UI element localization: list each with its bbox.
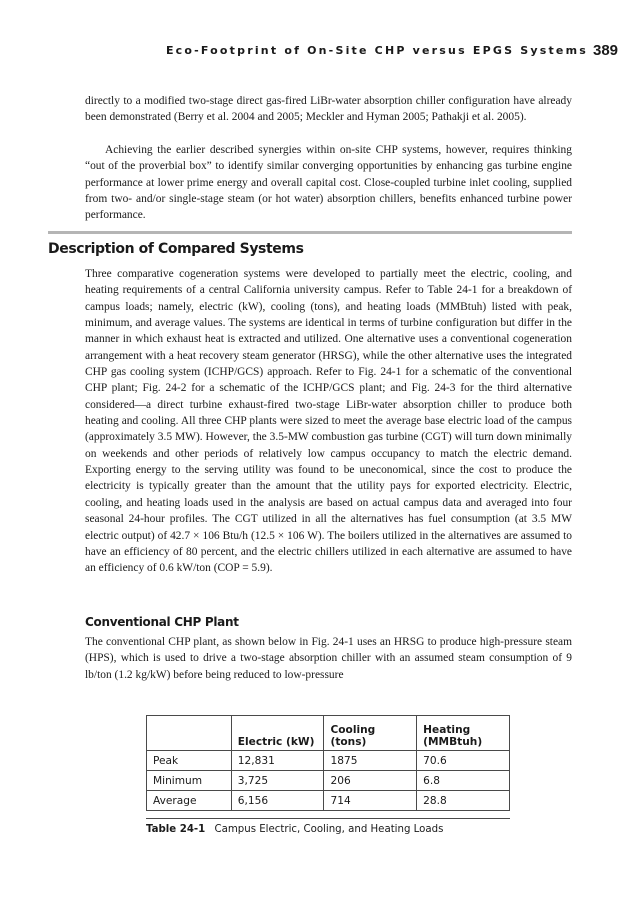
table-caption-label: Table 24-1 (146, 824, 206, 835)
running-head: Eco-Footprint of On-Site CHP versus EPGS Systems (165, 44, 588, 57)
page-number: 389 (593, 42, 619, 59)
table-cell: 3,725 (231, 771, 324, 791)
table-caption-text: Campus Electric, Cooling, and Heating Loads (214, 824, 444, 835)
paragraph-description: Three comparative cogeneration systems were developed to partially meet the electric, cooling, and heating requirements of a central California university campus. Refer to Table 24-1 for a breakdown of campus loads; namely, electric (kW), cooling (tons), and heating loads (MMBtuh) listed with peak, minimum, and average values. The systems are identical in terms of turbine configuration but differ in the manner in which exhaust heat is extracted and utilized. One alternative uses a conventional cogeneration arrangement with a heat recovery steam generator (HRSG), while the other alternative uses the integrated CHP gas cooling system (ICHP/GCS) approach. Refer to Fig. 24-1 for a schematic of the conventional CHP plant; Fig. 24-2 for a schematic of the ICHP/GCS plant; and Fig. 24-3 for the third alternative considered—a direct turbine exhaust-fired two-stage LiBr-water absorption chiller to produce both heating and cooling. All three CHP plants were sized to meet the average base electric load of the campus (approximately 3.5 MW). However, the 3.5-MW combustion gas turbine (CGT) will turn down minimally on weekends and other periods of relatively low campus occupancy to match the electric demand. Exporting energy to the serving utility was found to be uneconomical, since the cost to produce the electricity is typically greater than the amount that the utility pays for exported electricity. Electric, cooling, and heating loads used in the analysis are based on actual campus data and averaged into four seasonal 24-hour profiles. The CGT utilized in all the alternatives has fuel consumption (at 3.5 MW electric output) of 42.7 × 106 Btu/h (12.5 × 106 W). The boilers utilized in the alternatives are assumed to have an efficiency of 80 percent, and the electric chillers utilized in each alternative are assumed to have an efficiency of 0.6 kW/ton (COP = 5.9). (85, 268, 572, 575)
paragraph-synergies: Achieving the earlier described synergies within on-site CHP systems, however, requires thinking “out of the proverbial box” to identify similar converging opportunities by enhancing gas turbine engine performance at lower prime energy and overall capital cost. Close-coupled turbine inlet cooling, supplied from two- and/or single-stage steam (or hot water) absorption chillers, benefits enhanced turbine power performance. (85, 144, 572, 222)
table-cell: 12,831 (231, 751, 324, 771)
table-row (147, 791, 510, 811)
paragraph-continued: directly to a modified two-stage direct gas-fired LiBr-water absorption chiller configuration have already been demonstrated (Berry et al. 2004 and 2005; Meckler and Hyman 2005; Pathakji et al. 2005). (85, 95, 572, 124)
table-row (147, 771, 510, 791)
table-cell: 1875 (324, 751, 417, 771)
table-row (147, 751, 510, 771)
table-header-row (147, 716, 510, 751)
table-cell: Average (147, 791, 232, 811)
table-header-cell: Heating (MMBtuh) (417, 716, 510, 751)
table-header-cell: Cooling (tons) (324, 716, 417, 751)
table-cell: 6.8 (417, 771, 510, 791)
table-caption (146, 824, 443, 835)
table-cell: Minimum (147, 771, 232, 791)
subsection-heading: Conventional CHP Plant (85, 615, 239, 629)
table-cell: 206 (324, 771, 417, 791)
paragraph-conventional-chp: The conventional CHP plant, as shown below in Fig. 24-1 uses an HRSG to produce high-pressure steam (HPS), which is used to drive a two-stage absorption chiller with an assumed steam consumption of 9 lb/ton (1.2 kg/kW) before being reduced to low-pressure (85, 636, 572, 681)
table-cell: 714 (324, 791, 417, 811)
section-divider (48, 231, 572, 234)
campus-loads-table (146, 715, 510, 811)
table-header-cell: Electric (kW) (231, 716, 324, 751)
table-cell: 28.8 (417, 791, 510, 811)
section-heading: Description of Compared Systems (48, 241, 304, 257)
table-cell: Peak (147, 751, 232, 771)
table-cell: 6,156 (231, 791, 324, 811)
table-cell: 70.6 (417, 751, 510, 771)
table-header-cell (147, 716, 232, 751)
caption-rule (146, 818, 510, 819)
